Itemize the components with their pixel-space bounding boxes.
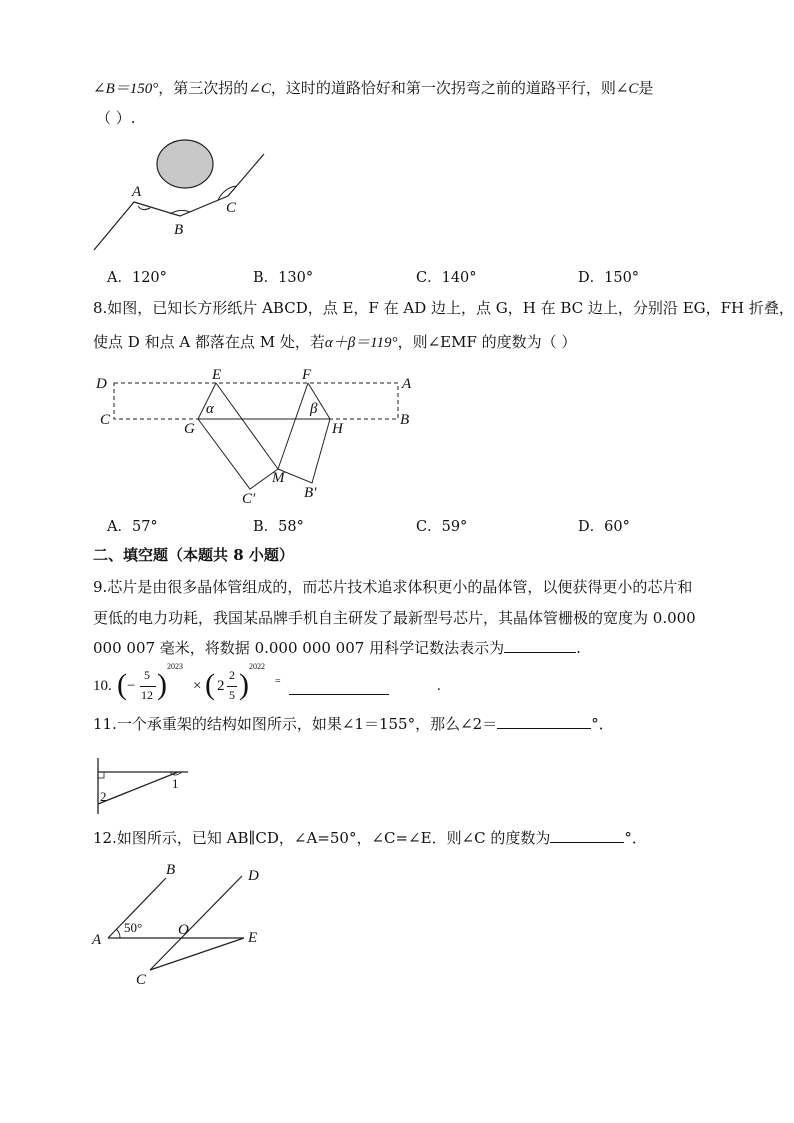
q8-folded-left (198, 419, 278, 489)
q8-label-d: D (96, 376, 107, 392)
q7-angle-c-arc (218, 186, 236, 200)
q8-label-beta: β (310, 401, 318, 417)
q11-label-1: 1 (172, 776, 179, 791)
q11-line: 11.一个承重架的结构如图所示，如果∠1＝155°，那么∠2＝ °． (93, 715, 614, 733)
q7-option-d[interactable]: D．150° (578, 270, 640, 286)
q10-number: 10. (93, 678, 112, 694)
q12-label-a: A (92, 932, 102, 948)
q10-paren-left-2: ( (205, 668, 215, 701)
q12-line-cd (150, 876, 242, 970)
q10-answer-blank[interactable] (289, 680, 389, 695)
q8-line2: 使点 D 和点 A 都落在点 M 处，若α＋β＝119°，则∠EMF 的度数为（ ） (93, 333, 577, 351)
q12-parallel-figure (90, 858, 280, 988)
q8-fold-figure (90, 365, 420, 505)
q12-label-angle-50: 50° (124, 920, 143, 935)
q7-option-b[interactable]: B．130° (253, 270, 314, 286)
q8-label-alpha: α (206, 401, 214, 417)
q10-times: × (193, 678, 202, 694)
q10-expression (93, 662, 441, 708)
q10-whole: 2 (217, 678, 225, 694)
q8-label-g: G (184, 421, 195, 437)
q7-line1: ∠B＝150°，第三次拐的∠C，这时的道路恰好和第一次拐弯之前的道路平行，则∠C是 (93, 79, 654, 97)
q12-answer-blank[interactable] (550, 828, 624, 843)
q11-bracket-figure (92, 758, 192, 818)
q12-angle-a-arc (116, 929, 120, 938)
q10-paren-left-1: ( (117, 668, 127, 701)
q10-exponent-1: 2023 (167, 662, 183, 671)
q8-label-h: H (332, 421, 343, 437)
q8-option-b[interactable]: B．58° (253, 519, 304, 535)
q10-frac2-bar (227, 686, 237, 687)
q11-label-2: 2 (100, 789, 107, 804)
q12-label-e: E (248, 930, 258, 946)
q9-answer-blank[interactable] (504, 638, 576, 653)
q8-label-e: E (212, 367, 222, 383)
q7-label-b: B (174, 222, 184, 238)
q8-line-fm (278, 383, 308, 469)
q8-label-b: B (400, 412, 410, 428)
q10-frac2-den: 5 (229, 688, 235, 702)
q8-label-m: M (272, 470, 285, 486)
q7-option-c[interactable]: C．140° (416, 270, 477, 286)
q9-line3: 000 007 毫米，将数据 0.000 000 007 用科学记数法表示为 . (93, 639, 581, 657)
q11-diagonal-brace (98, 772, 178, 804)
q10-frac1-bar (140, 686, 156, 687)
section-title-fill-in: 二、填空题（本题共 8 小题） (93, 546, 294, 564)
q7-label-a: A (132, 184, 142, 200)
q10-equals: = (275, 676, 281, 687)
q10-frac2-num: 2 (229, 668, 235, 682)
q8-option-a[interactable]: A．57° (107, 519, 158, 535)
q12-label-o: O (178, 922, 189, 938)
q10-end: . (437, 678, 441, 694)
q8-label-c: C (100, 412, 111, 428)
q10-paren-right-1: ) (157, 668, 167, 701)
q7-option-a[interactable]: A．120° (107, 270, 167, 286)
q9-line1: 9.芯片是由很多晶体管组成的，而芯片技术追求体积更小的晶体管，以便获得更小的芯片和 (93, 578, 693, 596)
q8-line1: 8.如图，已知长方形纸片 ABCD，点 E，F 在 AD 边上，点 G，H 在 BC 边上，分别沿 EG，FH 折叠， (93, 299, 794, 317)
q12-label-c: C (136, 972, 147, 988)
q11-right-angle-mark (98, 772, 104, 778)
q10-exponent-2: 2022 (249, 662, 265, 671)
q12-label-b: B (166, 862, 176, 878)
q10-minus: − (127, 678, 136, 694)
q7-obstacle-ellipse (157, 140, 213, 188)
q8-label-a: A (402, 376, 412, 392)
q7-label-c: C (226, 200, 237, 216)
q12-line-ce (150, 938, 244, 970)
q8-option-d[interactable]: D．60° (578, 519, 630, 535)
q10-paren-right-2: ) (239, 668, 249, 701)
q12-label-d: D (248, 868, 259, 884)
q11-answer-blank[interactable] (497, 714, 591, 729)
q7-road-figure (90, 138, 280, 258)
q8-option-c[interactable]: C．59° (416, 519, 468, 535)
q8-label-c-prime: C′ (242, 491, 256, 507)
q10-frac1-den: 12 (141, 688, 153, 702)
q7-answer-paren: （ ）. (96, 109, 136, 127)
q8-label-f: F (302, 367, 312, 383)
q8-label-b-prime: B′ (304, 485, 317, 501)
q12-line: 12.如图所示，已知 AB∥CD，∠A=50°，∠C=∠E．则∠C 的度数为 °． (93, 829, 647, 847)
q10-frac1-num: 5 (144, 668, 150, 682)
q8-folded-right (278, 419, 330, 483)
q8-rectangle-dashed (114, 383, 398, 419)
q9-line2: 更低的电力功耗，我国某品牌手机自主研发了最新型号芯片，其晶体管栅极的宽度为 0.000 (93, 609, 696, 627)
